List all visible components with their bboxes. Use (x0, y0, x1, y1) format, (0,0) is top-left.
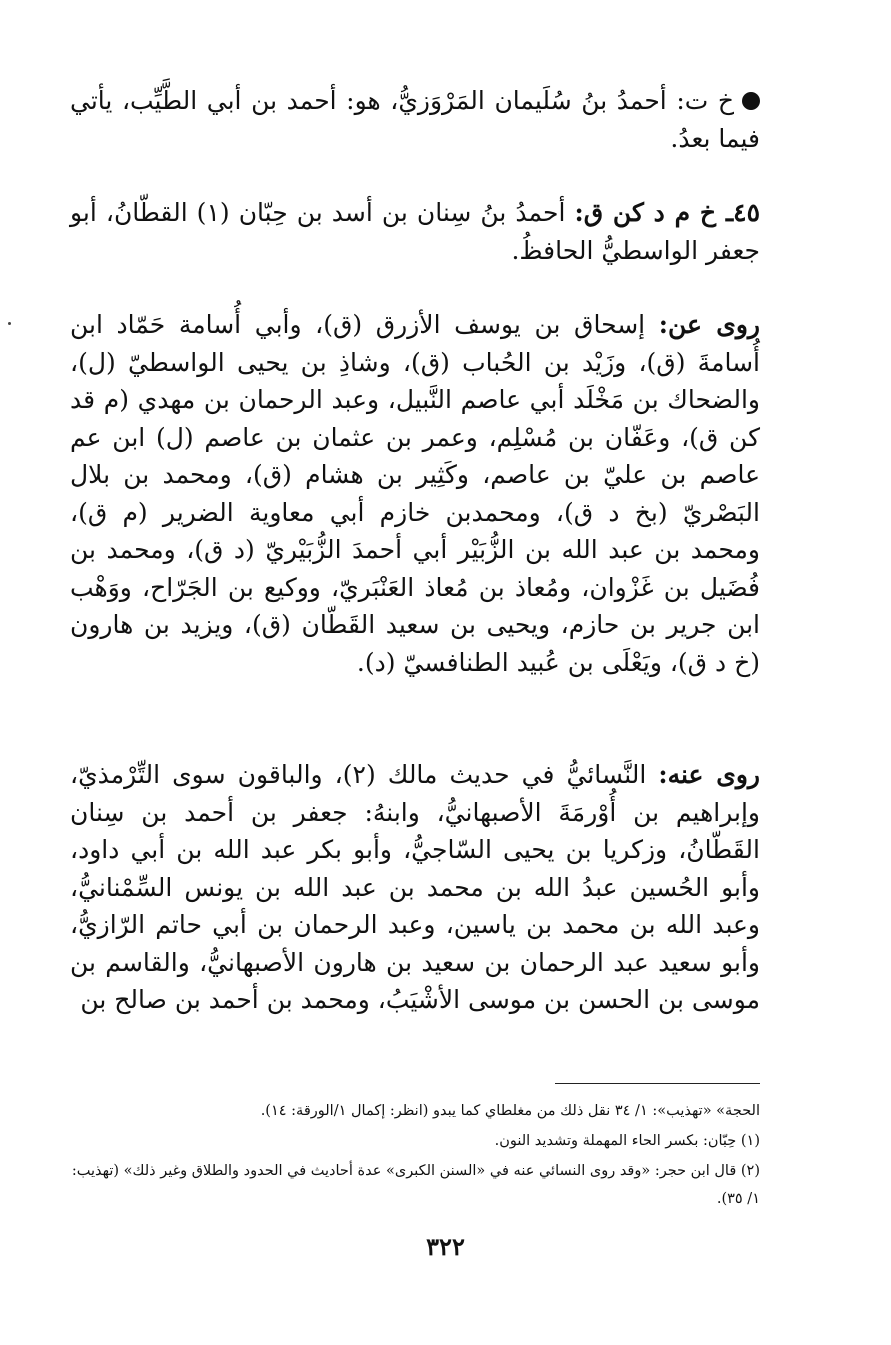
narrated-by-section (70, 756, 760, 1019)
entry-text: أحمدُ بنُ سِنان بن أسد بن حِبّان (١) القطّانُ، أبو جعفر الواسطيُّ الحافظُ. (70, 198, 760, 265)
margin-speck (8, 322, 11, 325)
narrated-from-text: إسحاق بن يوسف الأزرق (ق)، وأبي أُسامة حَمّاد ابن أُسامةَ (ق)، وزَيْد بن الحُباب (ق)، وشاذِ بن يحيى الواسطيّ (ل)، والضحاك بن مَخْلَد أبي عاصم النَّبيل، وعبد الرحمان بن مهدي (م قد كن ق)، وعَفّان بن مُسْلِم، وعمر بن عثمان بن عاصم (ل) ابن عم عاصم بن عليّ بن عاصم، وكَثِير بن هشام (ق)، ومحمد بن بلال البَصْريّ (بخ د ق)، ومحمدبن خازم أبي معاوية الضرير (م ق)، ومحمد بن عبد الله بن الزُّبَيْر أبي أحمدَ الزُّبَيْريّ (د ق)، ومحمد بن فُضَيل بن غَزْوان، ومُعاذ بن مُعاذ العَنْبَريّ، ووكيع بن الجَرّاح، ووَهْب ابن جرير بن حازم، ويحيى بن سعيد القَطّان (ق)، ويزيد بن هارون (خ د ق)، ويَعْلَى بن عُبيد الطنافسيّ (د). (70, 310, 760, 677)
narrated-by-text: النَّسائيُّ في حديث مالك (٢)، والباقون سوى التِّرْمذيّ، وإبراهيم بن أُوْرمَةَ الأصبهانيُّ، وابنهُ: جعفر بن أحمد بن سِنان القَطّانُ، وزكريا بن يحيى السّاجيُّ، وأبو بكر عبد الله بن أبي داود، وأبو الحُسين عبدُ الله بن محمد بن عبد الله بن يونس السِّمْنانيُّ، وعبد الله بن محمد بن ياسين، وعبد الرحمان بن أبي حاتم الرّازيُّ، وأبو سعيد عبد الرحمان بن سعيد بن هارون الأصبهانيُّ، والقاسم بن موسى بن الحسن بن موسى الأشْيَبُ، ومحمد بن أحمد بن صالح بن (70, 760, 760, 1014)
footnote-1: (١) حِبّان: بكسر الحاء المهملة وتشديد النون. (494, 1133, 760, 1149)
narrated-from-section (70, 306, 760, 681)
footnote-separator (555, 1083, 760, 1084)
entry-cross-reference (70, 82, 760, 157)
bullet-icon (742, 92, 760, 110)
narrated-by-heading: روى عنه: (658, 760, 760, 789)
entry-text: خ ت: أحمدُ بنُ سُلَيمان المَرْوَزيُّ، هو: أحمد بن أبي الطَّيِّب، يأتي فيما بعدُ. (70, 86, 760, 153)
narrated-from-heading: روى عن: (658, 310, 760, 339)
footnote-2: (٢) قال ابن حجر: «وقد روى النسائي عنه في «السنن الكبرى» عدة أحاديث في الحدود والطلاق وغير ذلك» (تهذيب: ١/ ٣٥). (71, 1163, 760, 1207)
entry-45 (70, 194, 760, 269)
footnote-continuation: الحجة» «تهذيب»: ١/ ٣٤ نقل ذلك من مغلطاي كما يبدو (انظر: إكمال ١/الورقة: ١٤). (260, 1103, 760, 1119)
entry-number-code: ٤٥ـ خ م د كن ق: (574, 198, 761, 227)
page-number: ٣٢٢ (426, 1232, 465, 1261)
